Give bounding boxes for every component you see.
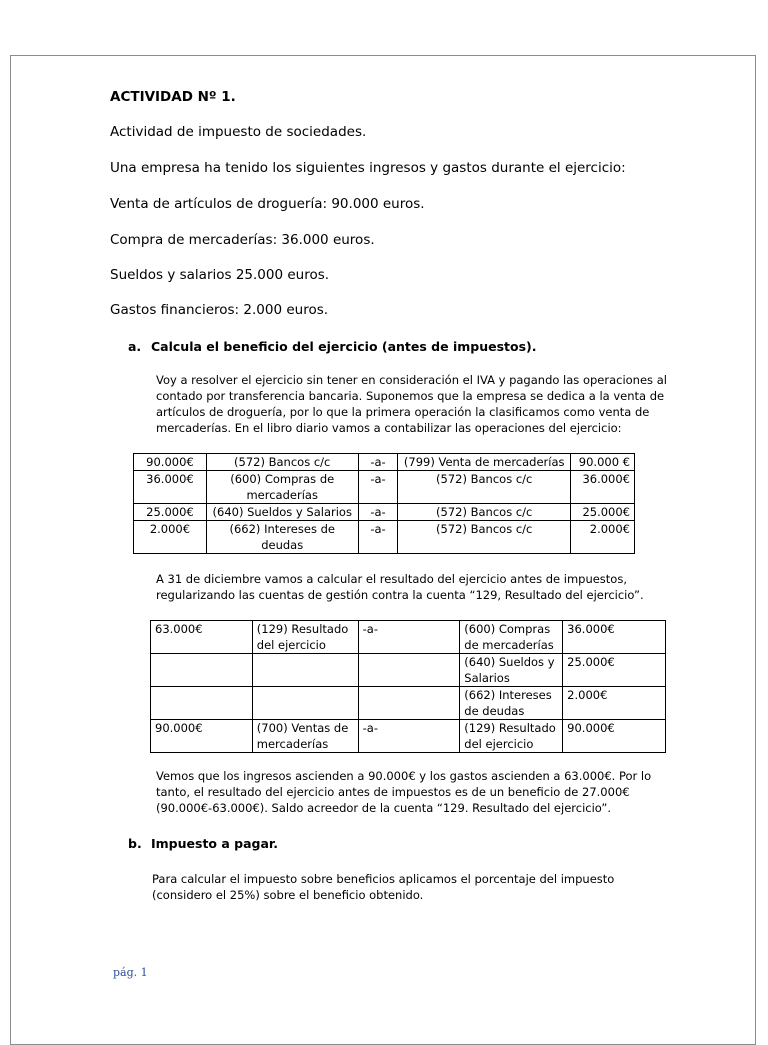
table-cell: (600) Compras de mercaderías	[460, 621, 563, 654]
table-cell: 90.000€	[134, 454, 207, 471]
table-cell: 25.000€	[134, 504, 207, 521]
paragraph-line: artículos de droguería, por lo que la primera operación la clasificamos como venta de	[156, 405, 650, 419]
table-cell: (799) Venta de mercaderías	[398, 454, 571, 471]
table-row	[151, 687, 666, 720]
table-row	[134, 471, 635, 504]
table-cell	[358, 687, 460, 720]
table-row	[151, 720, 666, 753]
table-cell	[151, 654, 253, 687]
table-cell: (600) Compras de mercaderías	[206, 471, 358, 504]
table-cell: -a-	[358, 471, 398, 504]
section-a-title: Calcula el beneficio del ejercicio (antes de impuestos).	[151, 339, 537, 354]
table-row	[151, 654, 666, 687]
table-cell: (700) Ventas de mercaderías	[252, 720, 358, 753]
section-a-paragraph-2	[156, 571, 644, 603]
table-cell: (662) Intereses de deudas	[460, 687, 563, 720]
table-cell	[252, 687, 358, 720]
table-cell: -a-	[358, 504, 398, 521]
section-b-paragraph	[152, 871, 614, 903]
section-a-paragraph-3	[156, 768, 651, 816]
intro-line: Gastos financieros: 2.000 euros.	[110, 302, 329, 318]
paragraph-line: mercaderías. En el libro diario vamos a contabilizar las operaciones del ejercicio:	[156, 421, 622, 435]
paragraph-line: contado por transferencia bancaria. Suponemos que la empresa se dedica a la venta de	[156, 389, 665, 403]
table-cell	[358, 654, 460, 687]
paragraph-line: Para calcular el impuesto sobre beneficios aplicamos el porcentaje del impuesto	[152, 872, 615, 886]
intro-line: Sueldos y salarios 25.000 euros.	[110, 267, 330, 283]
table-cell: 90.000€	[151, 720, 253, 753]
table-cell: 2.000€	[570, 521, 634, 554]
paragraph-line: regularizando las cuentas de gestión contra la cuenta “129, Resultado del ejercicio”.	[156, 588, 644, 602]
intro-line: Venta de artículos de droguería: 90.000 euros.	[110, 196, 425, 212]
table-cell: 2.000€	[563, 687, 666, 720]
table-cell: (572) Bancos c/c	[206, 454, 358, 471]
table-cell: (572) Bancos c/c	[398, 471, 571, 504]
table-cell: 2.000€	[134, 521, 207, 554]
table-cell: 36.000€	[563, 621, 666, 654]
section-a-paragraph-1	[156, 372, 667, 436]
section-b-title: Impuesto a pagar.	[151, 836, 279, 851]
table-cell: 25.000€	[563, 654, 666, 687]
table-cell: 25.000€	[570, 504, 634, 521]
table-cell: (129) Resultado del ejercicio	[460, 720, 563, 753]
table-cell: -a-	[358, 720, 460, 753]
table-cell: (662) Intereses de deudas	[206, 521, 358, 554]
table-cell: -a-	[358, 521, 398, 554]
table-row	[134, 521, 635, 554]
table-cell: (640) Sueldos y Salarios	[206, 504, 358, 521]
table-row	[134, 504, 635, 521]
intro-line: Una empresa ha tenido los siguientes ingresos y gastos durante el ejercicio:	[110, 160, 626, 176]
paragraph-line: A 31 de diciembre vamos a calcular el resultado del ejercicio antes de impuestos,	[156, 572, 627, 586]
table-cell: (129) Resultado del ejercicio	[252, 621, 358, 654]
table-cell: 63.000€	[151, 621, 253, 654]
journal-table	[133, 453, 635, 554]
table-row	[134, 454, 635, 471]
paragraph-line: (90.000€-63.000€). Saldo acreedor de la cuenta “129. Resultado del ejercicio”.	[156, 801, 612, 815]
table-cell: 36.000€	[570, 471, 634, 504]
section-a-marker: a.	[128, 339, 142, 354]
table-cell: (572) Bancos c/c	[398, 504, 571, 521]
table-cell: -a-	[358, 454, 398, 471]
paragraph-line: (considero el 25%) sobre el beneficio obtenido.	[152, 888, 424, 902]
table-cell: (572) Bancos c/c	[398, 521, 571, 554]
table-cell: 90.000€	[563, 720, 666, 753]
table-cell	[252, 654, 358, 687]
table-cell: (640) Sueldos y Salarios	[460, 654, 563, 687]
table-cell: -a-	[358, 621, 460, 654]
paragraph-line: Voy a resolver el ejercicio sin tener en consideración el IVA y pagando las operaciones al	[156, 373, 667, 387]
paragraph-line: tanto, el resultado del ejercicio antes de impuestos es de un beneficio de 27.000€	[156, 785, 630, 799]
intro-line: Actividad de impuesto de sociedades.	[110, 124, 367, 140]
section-b-marker: b.	[128, 836, 142, 851]
table-cell: 36.000€	[134, 471, 207, 504]
paragraph-line: Vemos que los ingresos ascienden a 90.000€ y los gastos ascienden a 63.000€. Por lo	[156, 769, 652, 783]
intro-line: Compra de mercaderías: 36.000 euros.	[110, 232, 375, 248]
activity-heading: ACTIVIDAD Nº 1.	[110, 89, 236, 105]
table-cell: 90.000 €	[570, 454, 634, 471]
table-row	[151, 621, 666, 654]
table-cell	[151, 687, 253, 720]
regularization-table	[150, 620, 666, 753]
page-number: pág. 1	[113, 966, 148, 979]
